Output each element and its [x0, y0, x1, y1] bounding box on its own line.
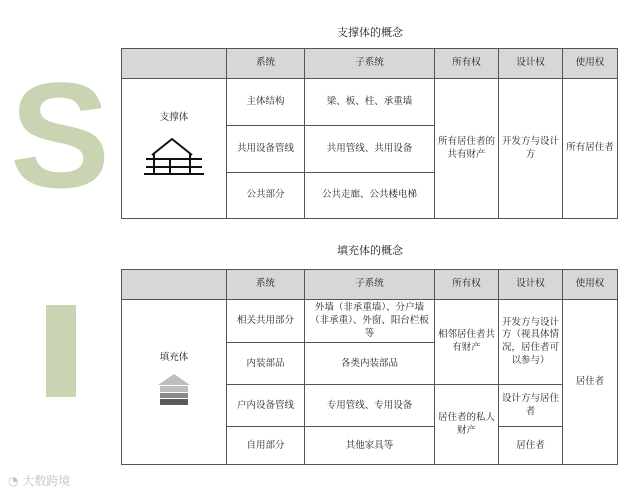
table2-title: 填充体的概念	[337, 244, 403, 257]
big-letter-i	[46, 305, 76, 397]
header-usage: 使用权	[563, 270, 618, 300]
header-subsystem: 子系统	[305, 49, 435, 79]
header-blank	[122, 270, 227, 300]
t2-subsystem-3: 专用管线、专用设备	[305, 385, 435, 427]
header-subsystem: 子系统	[305, 270, 435, 300]
t2-subsystem-4: 其他家具等	[305, 427, 435, 465]
header-usage: 使用权	[563, 49, 618, 79]
t2-system-4: 自用部分	[227, 427, 305, 465]
t2-design-b: 设计方与居住者	[499, 385, 563, 427]
support-table	[121, 48, 618, 219]
header-blank	[122, 49, 227, 79]
t1-system-3: 公共部分	[227, 173, 305, 219]
t2-system-2: 内装部品	[227, 343, 305, 385]
header-design: 设计权	[499, 270, 563, 300]
t1-system-2: 共用设备管线	[227, 126, 305, 173]
t2-usage: 居住者	[563, 300, 618, 465]
t2-system-1: 相关共用部分	[227, 300, 305, 343]
watermark	[8, 472, 70, 489]
t1-subsystem-2: 共用管线、共用设备	[305, 126, 435, 173]
support-entity-cell	[122, 79, 227, 219]
support-entity-label: 支撑体	[159, 111, 189, 123]
t1-subsystem-1: 梁、板、柱、承重墙	[305, 79, 435, 126]
layered-house-icon	[154, 371, 194, 407]
t2-subsystem-2: 各类内装部品	[305, 343, 435, 385]
t2-ownership-a: 相邻居住者共有财产	[435, 300, 499, 385]
t1-ownership: 所有居住者的共有财产	[435, 79, 499, 219]
t1-design: 开发方与设计方	[499, 79, 563, 219]
infill-table	[121, 269, 618, 465]
big-letter-s: S	[10, 51, 111, 219]
header-design: 设计权	[499, 49, 563, 79]
t2-design-a: 开发方与设计方（视具体情况，居住者可以参与）	[499, 300, 563, 385]
watermark-text: 大数跨境	[22, 474, 71, 488]
infill-entity-label: 填充体	[159, 352, 189, 364]
t2-subsystem-1: 外墙（非承重墙）、分户墙（非承重）、外窗、阳台栏板等	[305, 300, 435, 343]
t2-design-c: 居住者	[499, 427, 563, 465]
infill-entity-cell	[122, 300, 227, 465]
header-ownership: 所有权	[435, 270, 499, 300]
t2-system-3: 户内设备管线	[227, 385, 305, 427]
t2-ownership-b: 居住者的私人财产	[435, 385, 499, 465]
watermark-logo-icon: ◔	[8, 474, 19, 488]
header-system: 系统	[227, 49, 305, 79]
building-section-icon	[142, 131, 206, 181]
t1-usage: 所有居住者	[563, 79, 618, 219]
header-ownership: 所有权	[435, 49, 499, 79]
table1-title: 支撑体的概念	[337, 26, 403, 39]
t1-system-1: 主体结构	[227, 79, 305, 126]
t1-subsystem-3: 公共走廊、公共楼电梯	[305, 173, 435, 219]
header-system: 系统	[227, 270, 305, 300]
